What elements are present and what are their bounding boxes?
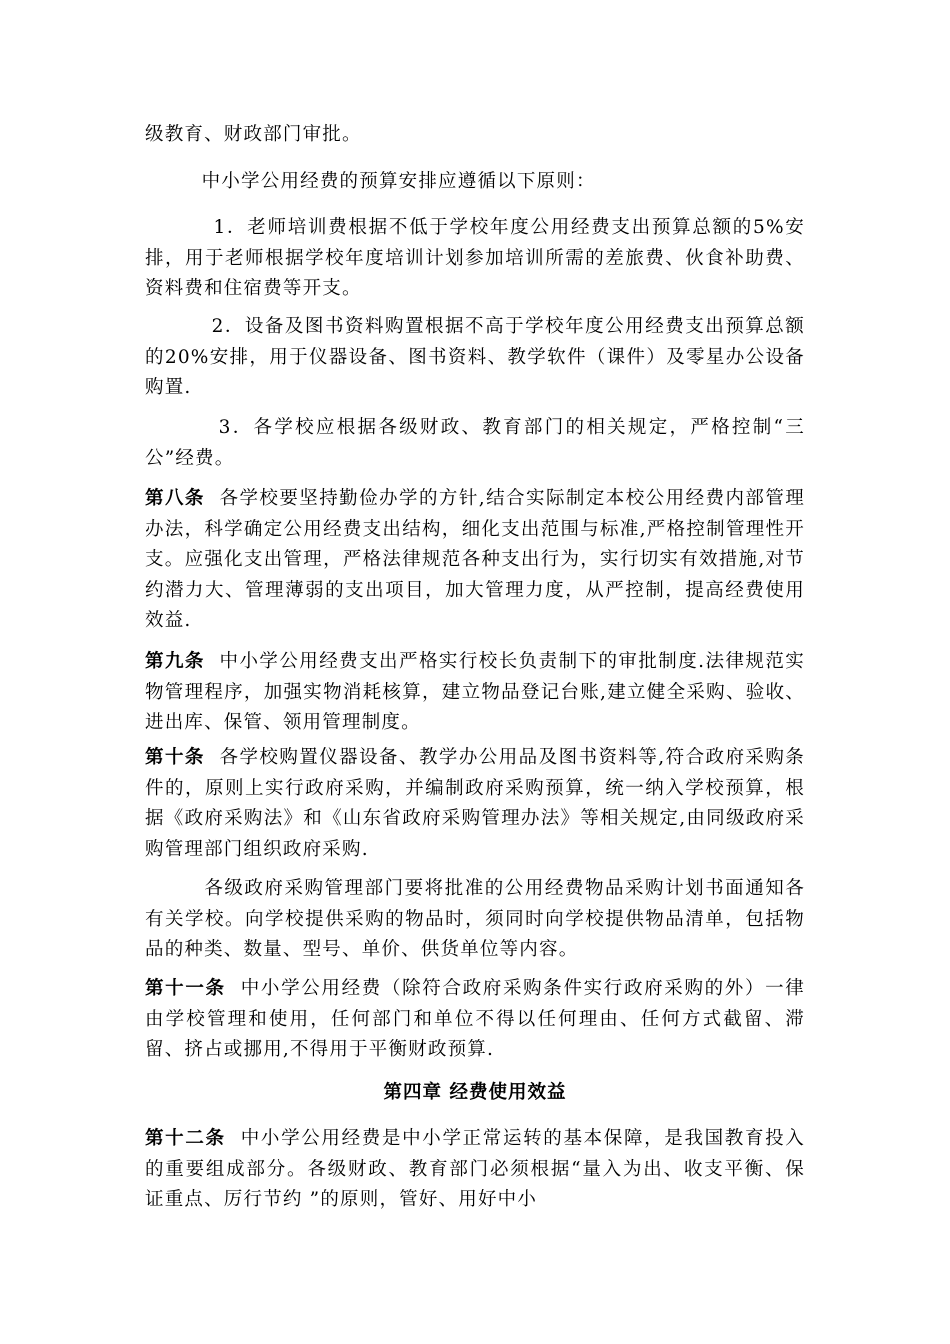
article-10 <box>145 743 805 865</box>
article-text: 各学校要坚持勤俭办学的方针,结合实际制定本校公用经费内部管理办法，科学确定公用经费支出结构，细化支出范围与标准,严格控制管理性开支。应强化支出管理，严格法律规范各种支出行为，实行切实有效措施,对节约潜力大、管理薄弱的支出项目，加大管理力度，从严控制，提高经费使用效益. <box>145 488 805 631</box>
article-12 <box>145 1124 805 1216</box>
paragraph-text: 3．各学校应根据各级财政、教育部门的相关规定，严格控制“三公”经费。 <box>145 417 805 469</box>
article-11 <box>145 974 805 1066</box>
paragraph-procurement <box>145 874 805 966</box>
article-label: 第十二条 <box>145 1128 226 1149</box>
article-text: 中小学公用经费（除符合政府采购条件实行政府采购的外）一律由学校管理和使用，任何部门和单位不得以任何理由、任何方式截留、滞留、挤占或挪用,不得用于平衡财政预算. <box>145 978 805 1060</box>
article-text: 中小学公用经费是中小学正常运转的基本保障，是我国教育投入的重要组成部分。各级财政、教育部门必须根据“量入为出、收支平衡、保证重点、厉行节约 ”的原则，管好、用好中小 <box>145 1128 805 1210</box>
paragraph-text: 中小学公用经费的预算安排应遵循以下原则： <box>145 171 596 192</box>
paragraph-budget-principles <box>145 167 805 198</box>
paragraph-item-1 <box>145 213 805 305</box>
article-label: 第十一条 <box>145 978 226 999</box>
article-label: 第八条 <box>145 488 205 509</box>
paragraph-text: 2．设备及图书资料购置根据不高于学校年度公用经费支出预算总额的20%安排，用于仪器设备、图书资料、教学软件（课件）及零星办公设备购置. <box>145 316 805 398</box>
paragraph-text: 1．老师培训费根据不低于学校年度公用经费支出预算总额的5%安排，用于老师根据学校年度培训计划参加培训所需的差旅费、伙食补助费、资料费和住宿费等开支。 <box>145 217 806 299</box>
article-text: 各学校购置仪器设备、教学办公用品及图书资料等,符合政府采购条件的，原则上实行政府采购，并编制政府采购预算，统一纳入学校预算，根据《政府采购法》和《山东省政府采购管理办法》等相关规定,由同级政府采购管理部门组织政府采购. <box>145 747 805 860</box>
paragraph-item-3 <box>145 413 805 474</box>
article-label: 第九条 <box>145 651 205 672</box>
article-8 <box>145 484 805 637</box>
paragraph-continuation <box>145 120 805 151</box>
paragraph-item-2 <box>145 312 805 404</box>
chapter-title: 第四章 经费使用效益 <box>383 1082 567 1103</box>
article-9 <box>145 647 805 739</box>
article-label: 第十条 <box>145 747 205 768</box>
article-text: 中小学公用经费支出严格实行校长负责制下的审批制度.法律规范实物管理程序，加强实物消耗核算，建立物品登记台账,建立健全采购、验收、进出库、保管、领用管理制度。 <box>145 651 805 733</box>
paragraph-text: 各级政府采购管理部门要将批准的公用经费物品采购计划书面通知各有关学校。向学校提供采购的物品时，须同时向学校提供物品清单，包括物品的种类、数量、型号、单价、供货单位等内容。 <box>145 878 805 960</box>
paragraph-text: 级教育、财政部门审批。 <box>145 124 362 145</box>
